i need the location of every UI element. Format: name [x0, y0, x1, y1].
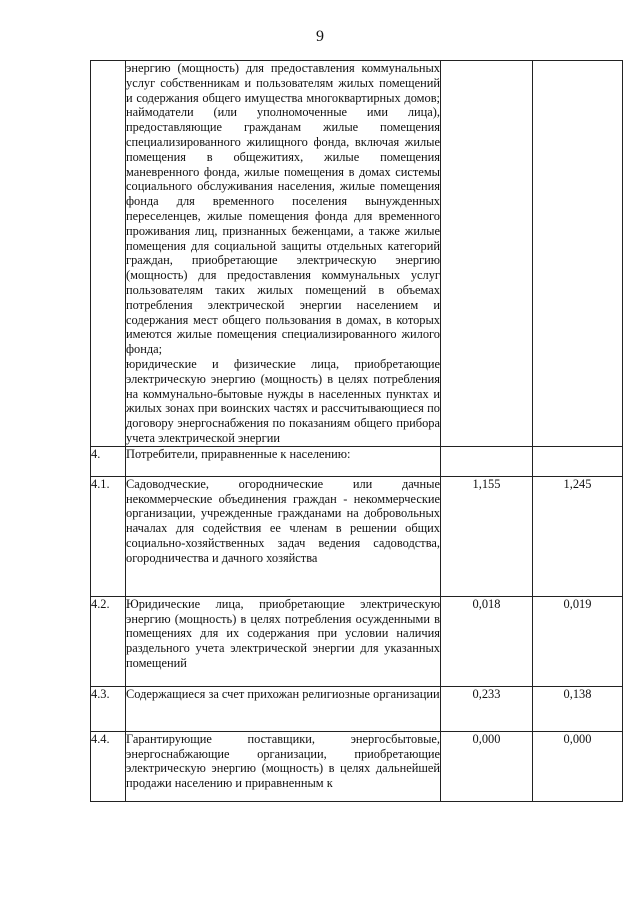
description-paragraph: Гарантирующие поставщики, энергосбытовые, энергоснабжающие организации, приобретающие электрическую энергию (мощность) в целях дальнейшей продажи населению и приравненным к — [126, 731, 440, 791]
value-cell — [533, 446, 623, 476]
row-description — [126, 596, 441, 686]
row-number: 4.1. — [91, 476, 126, 596]
row-number: 4.2. — [91, 596, 126, 686]
value-cell: 0,000 — [441, 731, 533, 801]
value-cell: 0,019 — [533, 596, 623, 686]
description-paragraph: Юридические лица, приобретающие электрическую энергию (мощность) в целях потребления осужденными в помещениях для их содержания при условии наличия раздельного учета электрической энергии для указанных помещений — [126, 596, 440, 670]
table-row — [91, 596, 623, 686]
value-cell: 1,245 — [533, 476, 623, 596]
row-description — [126, 686, 441, 731]
table-row — [91, 731, 623, 801]
description-paragraph: Садоводческие, огороднические или дачные некоммерческие объединения граждан - некоммерческие организации, учрежденные гражданами на добровольных началах для содействия ее членам в решении общих социально-хозяйственных задач ведения садоводства, огородничества и дачного хозяйства — [126, 476, 440, 565]
row-description — [126, 446, 441, 476]
description-paragraph: юридические и физические лица, приобретающие электрическую энергию (мощность) в целях потребления на коммунально-бытовые нужды в населенных пунктах и жилых зонах при воинских частях и рассчитывающиеся по договору энергоснабжения по показаниям общего прибора учета электрической энергии — [126, 356, 440, 445]
row-number: 4.4. — [91, 731, 126, 801]
table-row — [91, 61, 623, 447]
row-number — [91, 61, 126, 447]
value-cell: 0,000 — [533, 731, 623, 801]
table-row — [91, 476, 623, 596]
value-cell — [533, 61, 623, 447]
value-cell: 0,233 — [441, 686, 533, 731]
row-description — [126, 61, 441, 447]
table-row — [91, 686, 623, 731]
description-paragraph: Потребители, приравненные к населению: — [126, 446, 351, 461]
row-description — [126, 731, 441, 801]
value-cell: 0,138 — [533, 686, 623, 731]
row-number: 4. — [91, 446, 126, 476]
row-number: 4.3. — [91, 686, 126, 731]
value-cell: 1,155 — [441, 476, 533, 596]
value-cell — [441, 446, 533, 476]
row-description — [126, 476, 441, 596]
value-cell: 0,018 — [441, 596, 533, 686]
description-paragraph: энергию (мощность) для предоставления коммунальных услуг собственникам и пользователям жилых помещений и содержания общего имущества многоквартирных домов; наймодатели (или уполномоченные ими лица), предоставляющие гражданам жилые помещения специализированного жилищного фонда, включая жилые помещения в общежитиях, жилые помещения маневренного фонда, жилые помещения в домах системы социального обслуживания населения, жилые помещения фонда для временного поселения вынужденных переселенцев, жилые помещения фонда для временного проживания лиц, признанных беженцами, а также жилые помещения для социальной защиты отдельных категорий граждан, приобретающие электрическую энергию (мощность) для предоставления коммунальных услуг пользователям таких жилых помещений в объемах потребления электрической энергии населением и содержания мест общего пользования в домах, в которых имеются жилые помещения специализированного жилого фонда; — [126, 61, 440, 357]
table-row — [91, 446, 623, 476]
description-paragraph: Содержащиеся за счет прихожан религиозные организации — [126, 686, 440, 701]
page-number: 9 — [316, 28, 324, 45]
tariff-table — [90, 60, 623, 802]
value-cell — [441, 61, 533, 447]
